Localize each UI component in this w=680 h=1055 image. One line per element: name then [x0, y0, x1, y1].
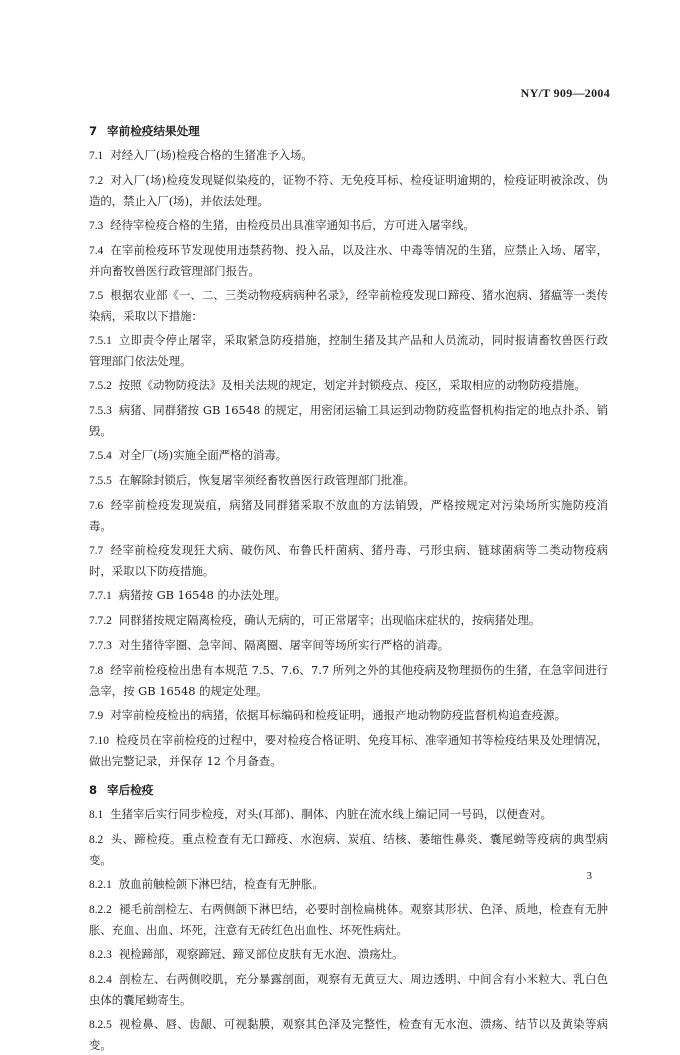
clause-8-2-2: 8.2.2 褪毛前剖检左、右两侧颌下淋巴结，必要时剖检扁桃体。观察其形状、色泽、质地，检查有无肿胀、充血、出血、坏死，注意有无砖红色出血性、坏死性病灶。 [89, 902, 608, 937]
clause-7-1: 7.1 对经入厂(场)检疫合格的生猪准予入场。 [89, 148, 313, 162]
clause-7-6: 7.6 经宰前检疫发现炭疽，病猪及同群猪采取不放血的方法销毁，严格按规定对污染场所实施防疫消毒。 [89, 498, 608, 533]
section-8-heading [89, 780, 608, 800]
clause-8-2: 8.2 头、蹄检疫。重点检查有无口蹄疫、水泡病、炭疽、结核、萎缩性鼻炎、囊尾蚴等疫病的典型病变。 [89, 832, 608, 867]
page-number: 3 [586, 870, 592, 882]
clause-7-5-2: 7.5.2 按照《动物防疫法》及相关法规的规定，划定并封锁疫点、疫区，采取相应的动物防疫措施。 [89, 378, 586, 392]
clause-7-7-3: 7.7.3 对生猪待宰圈、急宰间、隔离圈、屠宰间等场所实行严格的消毒。 [89, 638, 450, 652]
clause-7-5-3: 7.5.3 病猪、同群猪按 GB 16548 的规定，用密闭运输工具运到动物防疫监督机构指定的地点扑杀、销毁。 [89, 403, 608, 438]
document-body [89, 118, 608, 1055]
clause-7-8: 7.8 经宰前检疫检出患有本规范 7.5、7.6、7.7 所列之外的其他疫病及物理损伤的生猪，在急宰间进行急宰，按 GB 16548 的规定处理。 [89, 663, 608, 698]
clause-7-3: 7.3 经待宰检疫合格的生猪，由检疫员出具准宰通知书后，方可进入屠宰线。 [89, 218, 475, 232]
clause-7-7-2: 7.7.2 同群猪按规定隔离检疫，确认无病的，可正常屠宰；出现临床症状的，按病猪处理。 [89, 613, 541, 627]
section-number: 8 [89, 783, 98, 797]
clause-7-5-4: 7.5.4 对全厂(场)实施全面严格的消毒。 [89, 448, 288, 462]
section-7-heading [89, 121, 608, 141]
clause-7-5: 7.5 根据农业部《一、二、三类动物疫病病种名录》，经宰前检疫发现口蹄疫、猪水泡病、猪瘟等一类传染病，采取以下措施： [89, 288, 608, 323]
clause-8-2-3: 8.2.3 视检蹄部，观察蹄冠、蹄叉部位皮肤有无水泡、溃疡灶。 [89, 947, 404, 961]
clause-7-5-1: 7.5.1 立即责令停止屠宰，采取紧急防疫措施，控制生猪及其产品和人员流动，同时报请畜牧兽医行政管理部门依法处理。 [89, 333, 608, 368]
clause-8-2-5: 8.2.5 视检鼻、唇、齿龈、可视黏膜，观察其色泽及完整性，检查有无水泡、溃疡、结节以及黄染等病变。 [89, 1017, 608, 1052]
section-title: 宰后检疫 [107, 783, 154, 797]
clause-7-5-5: 7.5.5 在解除封锁后，恢复屠宰须经畜牧兽医行政管理部门批准。 [89, 473, 415, 487]
clause-8-2-1: 8.2.1 放血前触检颌下淋巴结，检查有无肿胀。 [89, 877, 324, 891]
clause-7-7: 7.7 经宰前检疫发现狂犬病、破伤风、布鲁氏杆菌病、猪丹毒、弓形虫病、链球菌病等二类动物疫病时，采取以下防疫措施。 [89, 543, 608, 578]
section-number: 7 [89, 124, 98, 138]
clause-8-1: 8.1 生猪宰后实行同步检疫，对头(耳部)、胴体、内脏在流水线上编记同一号码，以便查对。 [89, 807, 552, 821]
clause-7-4: 7.4 在宰前检疫环节发现使用违禁药物、投入品，以及注水、中毒等情况的生猪，应禁止入场、屠宰，并向畜牧兽医行政管理部门报告。 [89, 243, 608, 278]
clause-8-2-4: 8.2.4 剖检左、右两侧咬肌，充分暴露剖面，观察有无黄豆大、周边透明、中间含有小米粒大、乳白色虫体的囊尾蚴寄生。 [89, 972, 608, 1007]
clause-7-2: 7.2 对入厂(场)检疫发现疑似染疫的，证物不符、无免疫耳标、检疫证明逾期的，检疫证明被涂改、伪造的，禁止入厂(场)，并依法处理。 [89, 173, 608, 208]
clause-7-9: 7.9 对宰前检疫检出的病猪，依据耳标编码和检疫证明，通报产地动物防疫监督机构追查疫源。 [89, 708, 566, 722]
clause-7-10: 7.10 检疫员在宰前检疫的过程中，要对检疫合格证明、免疫耳标、准宰通知书等检疫结果及处理情况，做出完整记录，并保存 12 个月备查。 [89, 733, 608, 768]
section-title: 宰前检疫结果处理 [107, 124, 200, 138]
standard-code: NY/T 909—2004 [520, 86, 610, 100]
clause-7-7-1: 7.7.1 病猪按 GB 16548 的办法处理。 [89, 588, 286, 602]
